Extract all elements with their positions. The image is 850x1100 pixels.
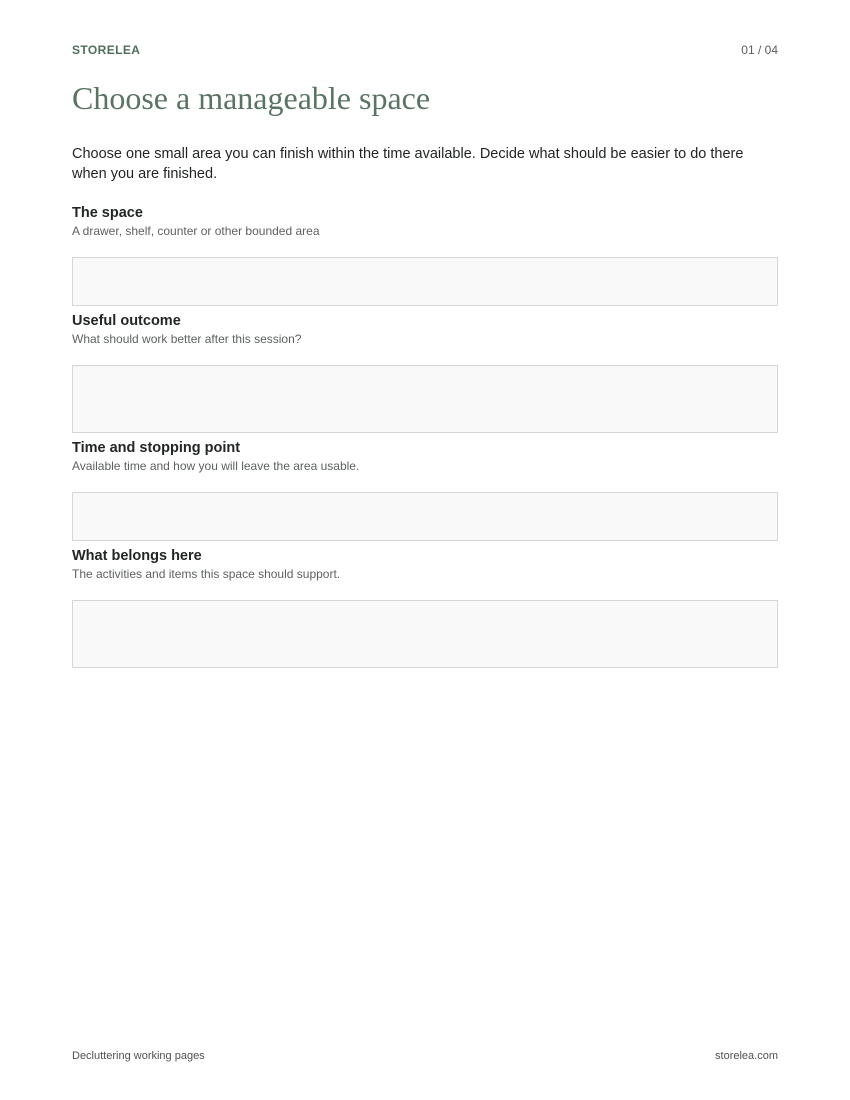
page-title: Choose a manageable space [72,80,431,116]
footer-website: storelea.com [715,1050,778,1062]
what-belongs-here-input[interactable] [72,600,778,668]
footer-document-title: Decluttering working pages [72,1050,205,1062]
field-label: What belongs here [72,548,202,564]
time-and-stopping-point-input[interactable] [72,492,778,541]
brand-name: STORELEA [72,43,141,57]
field-label: Time and stopping point [72,440,241,456]
the-space-input[interactable] [72,257,778,306]
intro-text: Choose one small area you can finish within the time available. Decide what should be easier to do there when you are finished. [72,146,744,182]
page-header [72,43,778,59]
field-hint: The activities and items this space should support. [72,567,341,581]
field-hint: What should work better after this session? [72,332,302,346]
field-label: The space [72,205,143,221]
field-hint: Available time and how you will leave the area usable. [72,459,360,473]
useful-outcome-input[interactable] [72,365,778,433]
worksheet-page [72,0,778,1100]
field-label: Useful outcome [72,313,181,329]
page-indicator: 01 / 04 [741,43,778,57]
field-hint: A drawer, shelf, counter or other bounded area [72,224,320,238]
